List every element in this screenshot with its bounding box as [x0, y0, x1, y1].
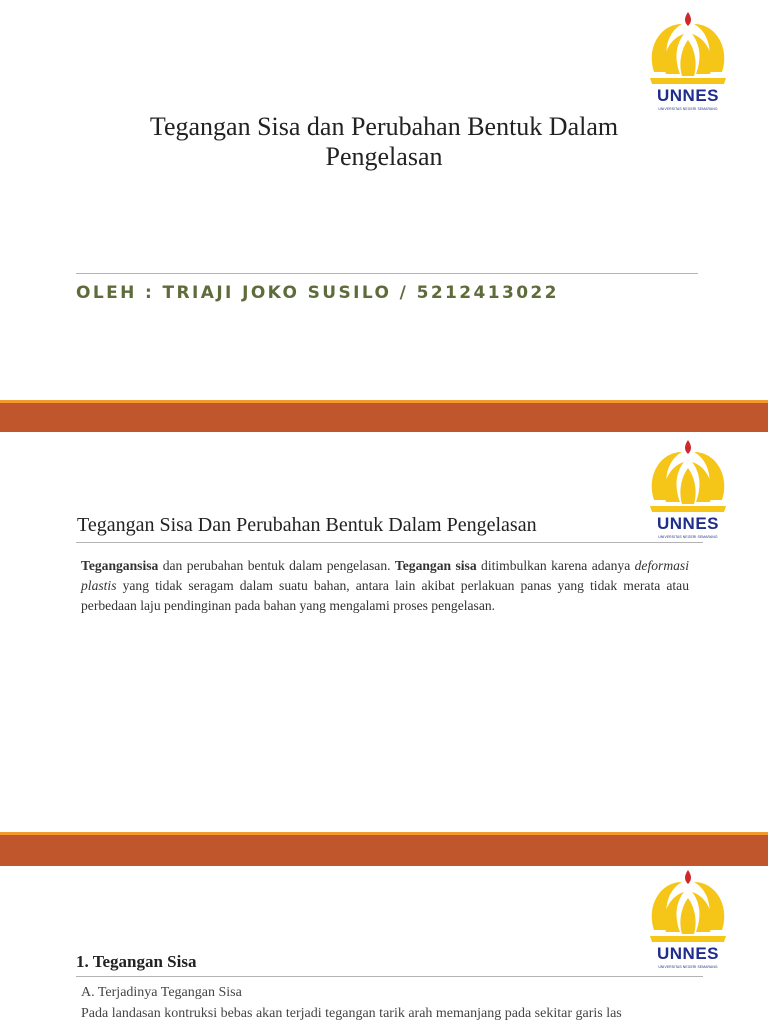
logo-subtitle: UNIVERSITAS NEGERI SEMARANG: [658, 107, 718, 111]
content-slide-2: [0, 432, 768, 832]
unnes-logo: [648, 12, 728, 114]
unnes-logo: [648, 440, 728, 542]
slide-separator: [0, 832, 768, 866]
logo-wordmark: UNNES: [656, 514, 719, 533]
term-deformasi-plastis: deformasi plastis: [81, 558, 689, 593]
separator-highlight: [0, 400, 768, 403]
title-slide: [0, 0, 768, 400]
unnes-emblem-icon: [648, 440, 728, 522]
term-tegangansisa: Tegangansisa: [81, 558, 159, 573]
logo-subtitle: UNIVERSITAS NEGERI SEMARANG: [658, 535, 718, 539]
slide3-item-a: A. Terjadinya Tegangan Sisa: [81, 985, 242, 1000]
slide3-heading: 1. Tegangan Sisa: [76, 952, 197, 971]
slide3-body-text: Pada landasan kontruksi bebas akan terjadi tegangan tarik arah memanjang pada sekitar garis las: [81, 1006, 622, 1021]
author-line: OLEH : TRIAJI JOKO SUSILO / 5212413022: [76, 283, 559, 303]
unnes-emblem-icon: [648, 870, 728, 952]
slide-separator: [0, 400, 768, 432]
term-tegangan-sisa: Tegangan sisa: [394, 558, 477, 573]
logo-wordmark: UNNES: [656, 944, 719, 963]
slide2-title: Tegangan Sisa Dan Perubahan Bentuk Dalam Pengelasan: [77, 514, 537, 536]
para-text-3: yang tidak seragam dalam suatu bahan, antara lain akibat perlakuan panas yang tidak merata atau perbedaan laju pendinginan pada bahan yang mengalami proses pengelasan.: [81, 578, 689, 613]
para-text-1: dan perubahan bentuk dalam pengelasan.: [158, 558, 395, 573]
title-divider: [76, 273, 698, 274]
unnes-logo: [648, 870, 728, 972]
slide2-title-divider: [76, 542, 703, 543]
slide2-paragraph: [81, 556, 689, 616]
slide1-title-line2: Pengelasan: [325, 142, 443, 171]
unnes-emblem-icon: [648, 12, 728, 94]
para-text-2: ditimbulkan karena adanya: [476, 558, 635, 573]
logo-subtitle: UNIVERSITAS NEGERI SEMARANG: [658, 965, 718, 969]
logo-wordmark: UNNES: [656, 86, 719, 105]
slide1-title: [70, 112, 698, 172]
slide1-title-line1: Tegangan Sisa dan Perubahan Bentuk Dalam: [149, 112, 619, 141]
slide3-heading-divider: [76, 976, 703, 977]
separator-highlight: [0, 832, 768, 835]
